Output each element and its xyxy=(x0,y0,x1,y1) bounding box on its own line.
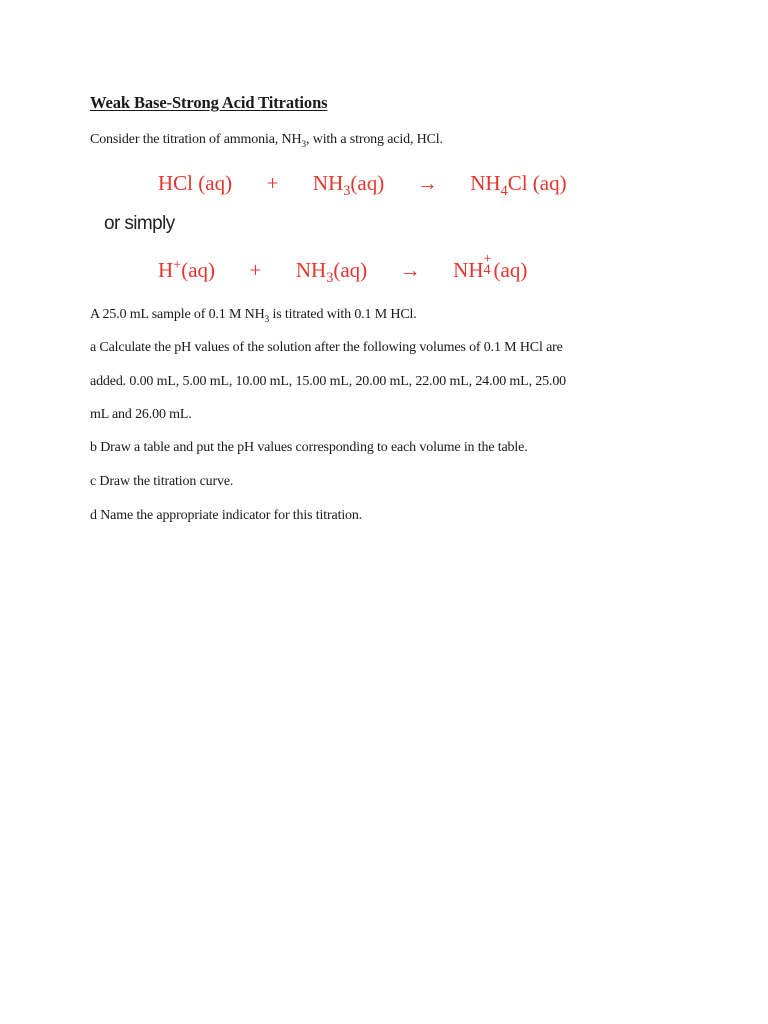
document-title: Weak Base-Strong Acid Titrations xyxy=(90,93,328,112)
eq2-arrow-icon: → xyxy=(399,258,421,282)
intro-text-post: , with a strong acid, HCl. xyxy=(306,132,443,147)
equation-full xyxy=(158,171,567,200)
eq2-reactant-h: H+(aq) xyxy=(158,257,216,282)
question-c: c Draw the titration curve. xyxy=(90,474,234,489)
question-d: d Name the appropriate indicator for this titration. xyxy=(90,508,363,523)
eq2-reactant-nh3: $NH_3(aq)$ xyxy=(295,258,368,287)
intro-sentence xyxy=(90,132,443,148)
sample-subscript: 3 xyxy=(264,314,270,325)
or-simply-label: or simply xyxy=(104,213,175,234)
question-b: b Draw a table and put the pH values corresponding to each volume in the table. xyxy=(90,440,528,455)
eq1-plus: + xyxy=(266,171,279,195)
intro-subscript: 3 xyxy=(301,139,307,150)
question-a-line1: a Calculate the pH values of the solution after the following volumes of 0.1 M HCl are xyxy=(90,340,563,355)
eq2-plus: + xyxy=(249,258,262,282)
eq2-product-nh4: NH + 4 (aq) xyxy=(453,251,528,282)
question-a-line3: mL and 26.00 mL. xyxy=(90,407,192,422)
equation-simplified xyxy=(158,251,528,287)
question-a-line2: added. 0.00 mL, 5.00 mL, 10.00 mL, 15.00 mL, 20.00 mL, 22.00 mL, 24.00 mL, 25.00 xyxy=(90,374,567,389)
intro-text-pre: Consider the titration of ammonia, NH xyxy=(90,132,302,147)
eq1-reactant-hcl: HCl (aq) xyxy=(158,171,233,195)
eq1-arrow-icon: → xyxy=(416,171,438,195)
eq1-product-nh4cl: $NH_4Cl$ (aq) xyxy=(470,171,567,200)
sample-sentence: A 25.0 mL sample of 0.1 M $NH_3$ is titrated with 0.1 M HCl. xyxy=(90,307,417,325)
eq1-reactant-nh3: $NH_3(aq)$ xyxy=(312,171,385,200)
